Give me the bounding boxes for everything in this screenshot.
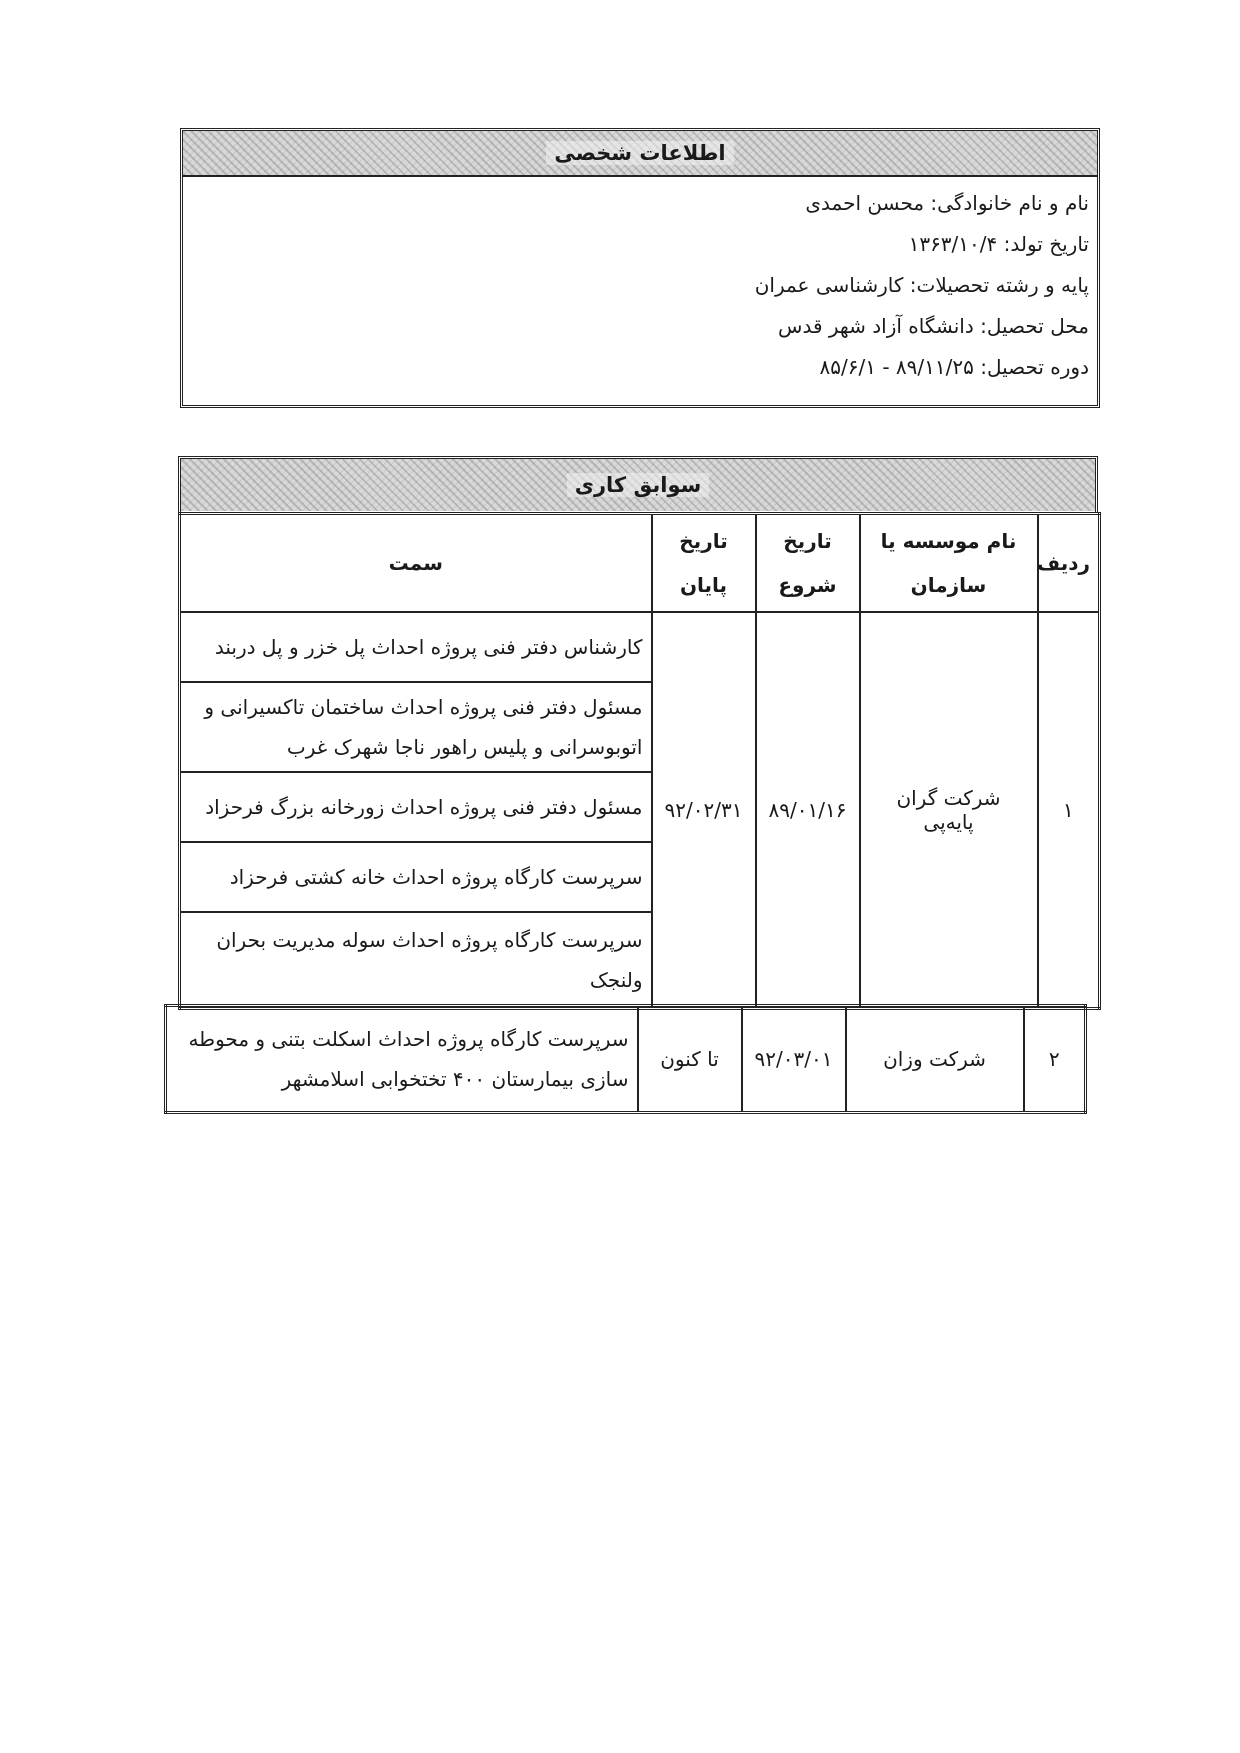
work-history-table <box>178 512 1101 1010</box>
degree-line: پایه و رشته تحصیلات: کارشناسی عمران <box>754 273 1089 297</box>
table-header-row <box>180 514 1100 613</box>
work-history-table-2 <box>164 1004 1087 1114</box>
header-organization: نام موسسه یا سازمان <box>860 514 1038 613</box>
table-row <box>166 1006 1086 1113</box>
position-cell: مسئول دفتر فنی پروژه احداث زورخانه بزرگ فرحزاد <box>180 772 652 842</box>
position-cell: سرپرست کارگاه پروژه احداث سوله مدیریت بحران ولنجک <box>180 912 652 1008</box>
work-history-title-box <box>178 456 1098 512</box>
header-end-date: تاریخ پایان <box>652 514 756 613</box>
university-line: محل تحصیل: دانشگاه آزاد شهر قدس <box>778 314 1089 338</box>
position-cell: کارشناس دفتر فنی پروژه احداث پل خزر و پل دربند <box>180 612 652 682</box>
personal-info-body <box>183 177 1097 388</box>
header-start-date: تاریخ شروع <box>756 514 860 613</box>
row-number-cell: ۱ <box>1038 612 1100 1008</box>
personal-info-title: اطلاعات شخصی <box>546 141 733 165</box>
position-cell: سرپرست کارگاه پروژه احداث اسکلت بتنی و محوطه سازی بیمارستان ۴۰۰ تختخوابی اسلامشهر <box>166 1006 638 1113</box>
end-date-cell: تا کنون <box>638 1006 742 1113</box>
personal-info-title-bar <box>183 131 1097 177</box>
header-position: سمت <box>180 514 652 613</box>
position-cell: سرپرست کارگاه پروژه احداث خانه کشتی فرحزاد <box>180 842 652 912</box>
row-number-cell: ۲ <box>1024 1006 1086 1113</box>
birth-date-line: تاریخ تولد: ۱۳۶۳/۱۰/۴ <box>908 232 1089 256</box>
start-date-cell: ۹۲/۰۳/۰۱ <box>742 1006 846 1113</box>
header-row-number: ردیف <box>1038 514 1100 613</box>
work-history-title-bar <box>181 459 1095 511</box>
study-period-line: دوره تحصیل: ۸۹/۱۱/۲۵ - ۸۵/۶/۱ <box>819 355 1089 379</box>
personal-info-section <box>180 128 1100 408</box>
full-name-line: نام و نام خانوادگی: محسن احمدی <box>805 191 1089 215</box>
organization-cell: شرکت وزان <box>846 1006 1024 1113</box>
work-history-title: سوابق کاری <box>567 473 710 497</box>
start-date-cell: ۸۹/۰۱/۱۶ <box>756 612 860 1008</box>
organization-cell: شرکت گران پایه‌پی <box>860 612 1038 1008</box>
end-date-cell: ۹۲/۰۲/۳۱ <box>652 612 756 1008</box>
table-row <box>180 612 1100 682</box>
position-cell: مسئول دفتر فنی پروژه احداث ساختمان تاکسیرانی و اتوبوسرانی و پلیس راهور ناجا شهرک غرب <box>180 682 652 772</box>
